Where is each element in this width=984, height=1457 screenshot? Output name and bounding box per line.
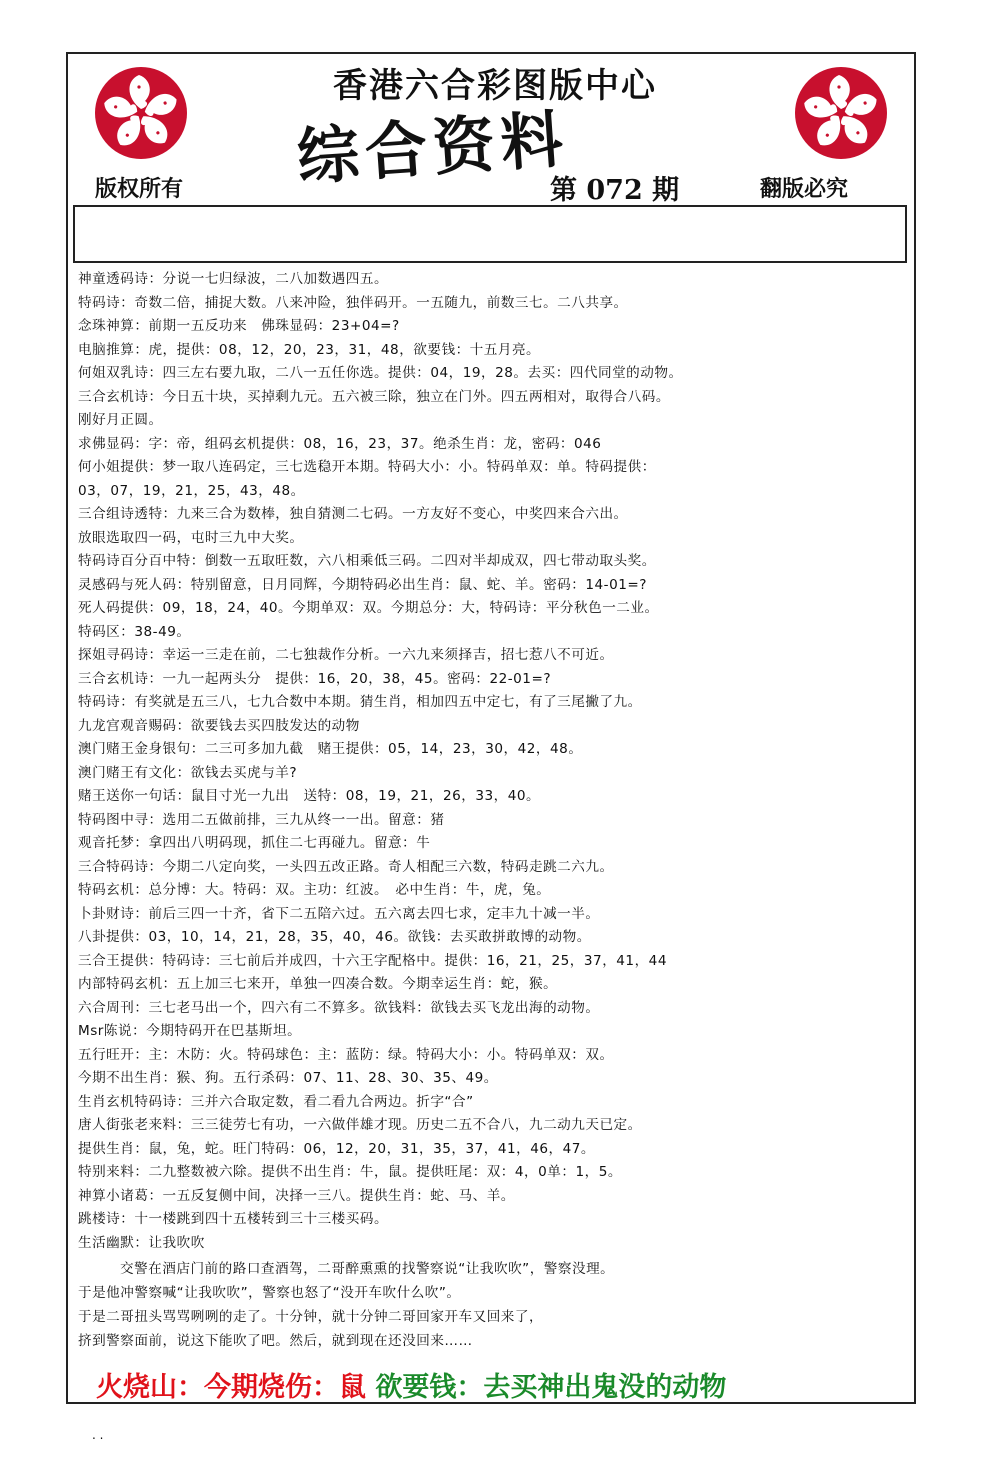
story-line: 挤到警察面前，说这下能吹了吧。然后，就到现在还没回来…… xyxy=(78,1333,473,1349)
bottom-dots: . . xyxy=(92,1428,104,1442)
text-line: 八卦提供：03，10，14，21，28，35，40，46。欲钱：去买敢拼敢博的动物。 xyxy=(78,929,591,945)
text-line: 神算小诸葛：一五反复侧中间，决择一三八。提供生肖：蛇、马、羊。 xyxy=(78,1187,515,1204)
text-line: 澳门赌王有文化：欲钱去买虎与羊? xyxy=(78,764,298,781)
text-line: 提供生肖：鼠，兔，蛇。旺门特码：06，12，20，31，35，37，41，46，47。 xyxy=(78,1140,596,1157)
text-line: 念珠神算：前期一五反功来 佛珠显码：23+04=? xyxy=(78,318,400,334)
text-line: 三合玄机诗：今日五十块，买掉剩九元。五六被三除，独立在门外。四五两相对，取得合八码。 xyxy=(78,388,670,405)
text-line: 灵感码与死人码：特别留意，日月同辉，今期特码必出生肖：鼠、蛇、羊。密码：14-01=? xyxy=(78,576,647,593)
story-line: 交警在酒店门前的路口查酒驾，二哥醉熏熏的找警察说“让我吹吹”，警察没理。 xyxy=(120,1261,615,1277)
text-line: 唐人街张老来料：三三徒劳七有功，一六做伴雄才现。历史二五不合八，九二动九天已定。 xyxy=(78,1117,642,1133)
text-line: 今期不出生肖：猴、狗。五行杀码：07、11、28、30、35、49。 xyxy=(78,1070,498,1086)
issue-number: 第 072 期 xyxy=(550,175,680,206)
text-line: 澳门赌王金身银句：二三可多加九截 赌王提供：05，14，23，30，42，48。 xyxy=(78,741,583,757)
text-line: 五行旺开：主：木防：火。特码球色：主：蓝防：绿。特码大小：小。特码单双：双。 xyxy=(78,1046,614,1063)
blank-box xyxy=(73,205,907,263)
bauhinia-flower-icon xyxy=(95,67,187,159)
text-line: 特码玄机：总分博：大。特码：双。主功：红波。 必中生肖：牛，虎，兔。 xyxy=(78,882,551,898)
text-line: 特码诗：奇数二倍，捕捉大数。八来冲险，独伴码开。一五随九，前数三七。二八共享。 xyxy=(78,294,628,311)
text-line: 何小姐提供：梦一取八连码定，三七选稳开本期。特码大小：小。特码单双：单。特码提供： xyxy=(78,459,656,475)
story-line: 于是他冲警察喊“让我吹吹”，警察也怒了“没开车吹什么吹”。 xyxy=(78,1285,461,1301)
text-line: 神童透码诗：分说一七归绿波，二八加数遇四五。 xyxy=(78,271,389,287)
text-line: 三合特码诗：今期二八定向奖，一头四五改正路。奇人相配三六数，特码走跳二六九。 xyxy=(78,858,614,875)
text-line: 特码区：38-49。 xyxy=(78,623,191,640)
text-line: 观音托梦：拿四出八明码现，抓住二七再碰九。留意：牛 xyxy=(78,835,431,851)
footer-green-text: 欲要钱：去买神出鬼没的动物 xyxy=(375,1372,727,1403)
text-line: 九龙宫观音赐码：欲要钱去买四肢发达的动物 xyxy=(78,717,360,734)
footer-banner xyxy=(96,1365,726,1404)
text-line: 刚好月正圆。 xyxy=(78,412,163,428)
page-title: 香港六合彩图版中心 xyxy=(333,66,657,106)
text-line: 卜卦财诗：前后三四一十齐，省下二五陪六过。五六离去四七求，定丰九十减一半。 xyxy=(78,905,600,922)
big-title: 综合资料 xyxy=(294,102,572,195)
text-line: 特码诗百分百中特：倒数一五取旺数，六八相乘低三码。二四对半却成双，四七带动取头奖。 xyxy=(78,553,656,569)
text-line: Msr陈说：今期特码开在巴基斯坦。 xyxy=(78,1023,302,1039)
text-line: 求佛显码：字：帝，组码玄机提供：08，16，23，37。绝杀生肖：龙，密码：046 xyxy=(78,435,602,452)
footer-red-text: 火烧山：今期烧伤：鼠 xyxy=(96,1372,366,1403)
text-line: 特别来料：二九整数被六除。提供不出生肖：牛，鼠。提供旺尾：双：4，0单：1，5。 xyxy=(78,1164,622,1180)
rights-left: 版权所有 xyxy=(95,176,184,202)
story-lines xyxy=(78,1257,908,1353)
text-line: 内部特码玄机：五上加三七来开，单独一四凑合数。今期幸运生肖：蛇，猴。 xyxy=(78,976,558,992)
rights-right: 翻版必究 xyxy=(760,176,849,202)
text-line: 特码诗：有奖就是五三八，七九合数中本期。猜生肖，相加四五中定七，有了三尾撇了九。 xyxy=(78,694,642,710)
text-line: 赌王送你一句话：鼠目寸光一九出 送特：08，19，21，26，33，40。 xyxy=(78,788,541,804)
text-line: 特码图中寻：选用二五做前排，三九从终一一出。留意：猪 xyxy=(78,811,445,828)
text-line: 探姐寻码诗：幸运一三走在前，二七独裁作分析。一六九来须择吉，招七惹八不可近。 xyxy=(78,647,614,663)
text-line: 跳楼诗：十一楼跳到四十五楼转到三十三楼买码。 xyxy=(78,1211,389,1227)
story-line: 于是二哥扭头骂骂咧咧的走了。十分钟，就十分钟二哥回家开车又回来了， xyxy=(78,1309,544,1325)
text-line: 电脑推算：虎，提供：08，12，20，23，31，48，欲要钱：十五月亮。 xyxy=(78,341,541,358)
text-line: 放眼选取四一码，屯时三九中大奖。 xyxy=(78,529,304,546)
text-line: 三合组诗透特：九来三合为数棒，独自猜测二七码。一方友好不变心，中奖四来合六出。 xyxy=(78,506,628,522)
text-line: 生肖玄机特码诗：三并六合取定数，看二看九合两边。折字“合” xyxy=(78,1093,474,1110)
text-line: 三合王提供：特码诗：三七前后并成四，十六王字配格中。提供：16，21，25，37，41，44 xyxy=(78,952,667,969)
bauhinia-flower-icon xyxy=(795,67,887,159)
content-lines xyxy=(78,268,908,1255)
text-line: 03，07，19，21，25，43，48。 xyxy=(78,482,305,499)
text-line: 何姐双乳诗：四三左右要九取，二八一五任你选。提供：04，19，28。去买：四代同堂的动物。 xyxy=(78,365,683,381)
text-line: 六合周刊：三七老马出一个，四六有二不算多。欲钱料：欲钱去买飞龙出海的动物。 xyxy=(78,999,600,1016)
text-line: 三合玄机诗：一九一起两头分 提供：16，20，38，45。密码：22-01=? xyxy=(78,670,552,687)
text-line: 生活幽默：让我吹吹 xyxy=(78,1234,205,1251)
text-line: 死人码提供：09，18，24，40。今期单双：双。今期总分：大，特码诗：平分秋色一二业。 xyxy=(78,600,659,616)
